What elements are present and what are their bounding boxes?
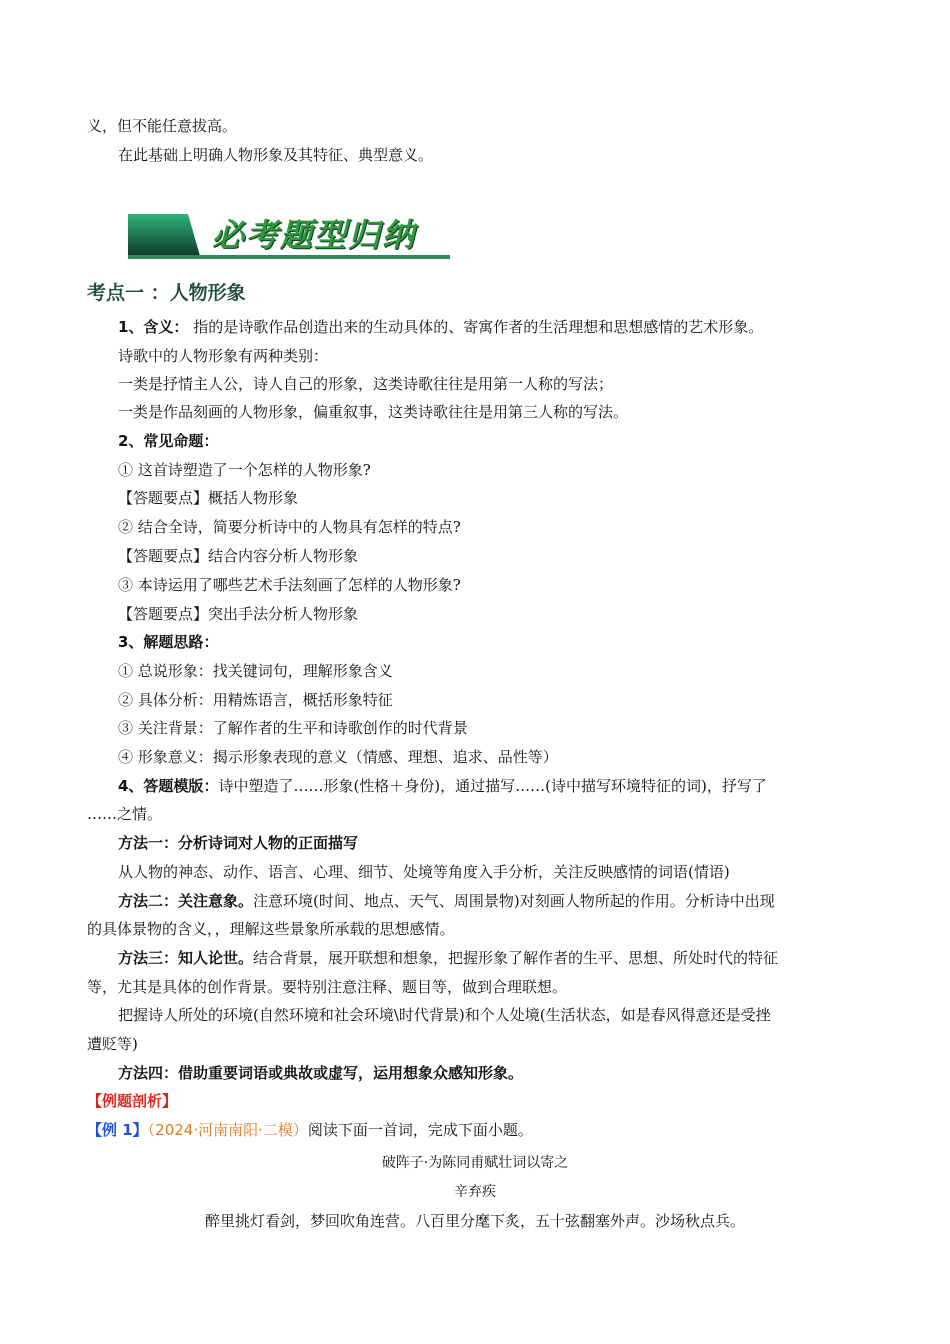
idea-2: ② 具体分析：用精炼语言，概括形象特征 bbox=[118, 691, 393, 709]
example-1-line bbox=[87, 1119, 533, 1141]
poem-title: 破阵子·为陈同甫赋壮词以寄之 bbox=[381, 1155, 569, 1171]
method-3-text-3: 把握诗人所处的环境(自然环境和社会环境\时代背景)和个人处境(生活状态，如是春风得意还是受挫 bbox=[118, 1006, 771, 1024]
method-3-text-2: 等，尤其是具体的创作背景。要特别注意注释、题目等，做到合理联想。 bbox=[87, 978, 568, 996]
method-2-line bbox=[118, 890, 775, 912]
banner-title: 必考题型归纳 bbox=[212, 216, 417, 254]
answer-point-2: 【答题要点】结合内容分析人物形象 bbox=[118, 547, 359, 565]
idea-3: ③ 关注背景：了解作者的生平和诗歌创作的时代背景 bbox=[118, 719, 468, 737]
example-prompt: 阅读下面一首词，完成下面小题。 bbox=[307, 1121, 533, 1139]
template-line bbox=[118, 775, 767, 797]
common-label: 2、常见命题： bbox=[118, 432, 219, 450]
intro-line-1: 义，但不能任意拔高。 bbox=[87, 117, 238, 135]
method-4-label: 方法四：借助重要词语或典故或虚写，运用想象众感知形象。 bbox=[118, 1064, 524, 1082]
idea-4: ④ 形象意义：揭示形象表现的意义（情感、理想、追求、品性等） bbox=[118, 748, 558, 766]
type-2: 一类是作品刻画的人物形象，偏重叙事，这类诗歌往往是用第三人称的写法。 bbox=[118, 403, 629, 421]
types-intro: 诗歌中的人物形象有两种类别： bbox=[118, 347, 329, 365]
example-source: （2024·河南南阳·二模） bbox=[147, 1121, 308, 1139]
meaning-label: 1、含义： bbox=[118, 318, 189, 336]
method-2-text: 注意环境(时间、地点、天气、周围景物)对刻画人物所起的作用。分析诗中出现 bbox=[253, 892, 775, 910]
type-1: 一类是抒情主人公，诗人自己的形象，这类诗歌往往是用第一人称的写法； bbox=[118, 375, 614, 393]
template-text-2: ……之情。 bbox=[87, 805, 163, 823]
question-2: ② 结合全诗，简要分析诗中的人物具有怎样的特点? bbox=[118, 518, 461, 536]
section-title: 考点一 ：人物形象 bbox=[87, 282, 246, 304]
method-3-text-4: 遭贬等) bbox=[87, 1035, 138, 1053]
method-3-text: 结合背景，展开联想和想象，把握形象了解作者的生平、思想、所处时代的特征 bbox=[253, 949, 779, 967]
poem-author: 辛弃疾 bbox=[454, 1184, 496, 1200]
method-1-text: 从人物的神态、动作、语言、心理、细节、处境等角度入手分析，关注反映感情的词语(情语) bbox=[118, 863, 730, 881]
question-3: ③ 本诗运用了哪些艺术手法刻画了怎样的人物形象? bbox=[118, 576, 461, 594]
method-3-label: 方法三：知人论世。 bbox=[118, 949, 254, 967]
method-2-text-2: 的具体景物的含义，，理解这些景象所承载的思想感情。 bbox=[87, 920, 455, 938]
template-label: 4、答题模版： bbox=[118, 777, 219, 795]
example-label: 【例 1】 bbox=[87, 1121, 148, 1139]
method-2-label: 方法二：关注意象。 bbox=[118, 892, 254, 910]
meaning-line bbox=[118, 316, 763, 338]
example-header: 【例题剖析】 bbox=[87, 1092, 178, 1110]
ideas-label: 3、解题思路： bbox=[118, 633, 219, 651]
template-text: 诗中塑造了……形象(性格＋身份)，通过描写……(诗中描写环境特征的词)，抒写了 bbox=[218, 777, 767, 795]
intro-line-2: 在此基础上明确人物形象及其特征、典型意义。 bbox=[118, 146, 434, 164]
poem-line-1: 醉里挑灯看剑，梦回吹角连营。八百里分麾下炙，五十弦翻塞外声。沙场秋点兵。 bbox=[204, 1212, 745, 1230]
method-1-label: 方法一：分析诗词对人物的正面描写 bbox=[118, 834, 359, 852]
answer-point-3: 【答题要点】突出手法分析人物形象 bbox=[118, 605, 359, 623]
method-3-line bbox=[118, 947, 778, 969]
answer-point-1: 【答题要点】概括人物形象 bbox=[118, 489, 299, 507]
section-banner bbox=[128, 206, 450, 260]
meaning-text: 指的是诗歌作品创造出来的生动具体的、寄寓作者的生活理想和思想感情的艺术形象。 bbox=[188, 318, 764, 336]
question-1: ① 这首诗塑造了一个怎样的人物形象? bbox=[118, 461, 371, 479]
idea-1: ① 总说形象：找关键词句，理解形象含义 bbox=[118, 662, 393, 680]
